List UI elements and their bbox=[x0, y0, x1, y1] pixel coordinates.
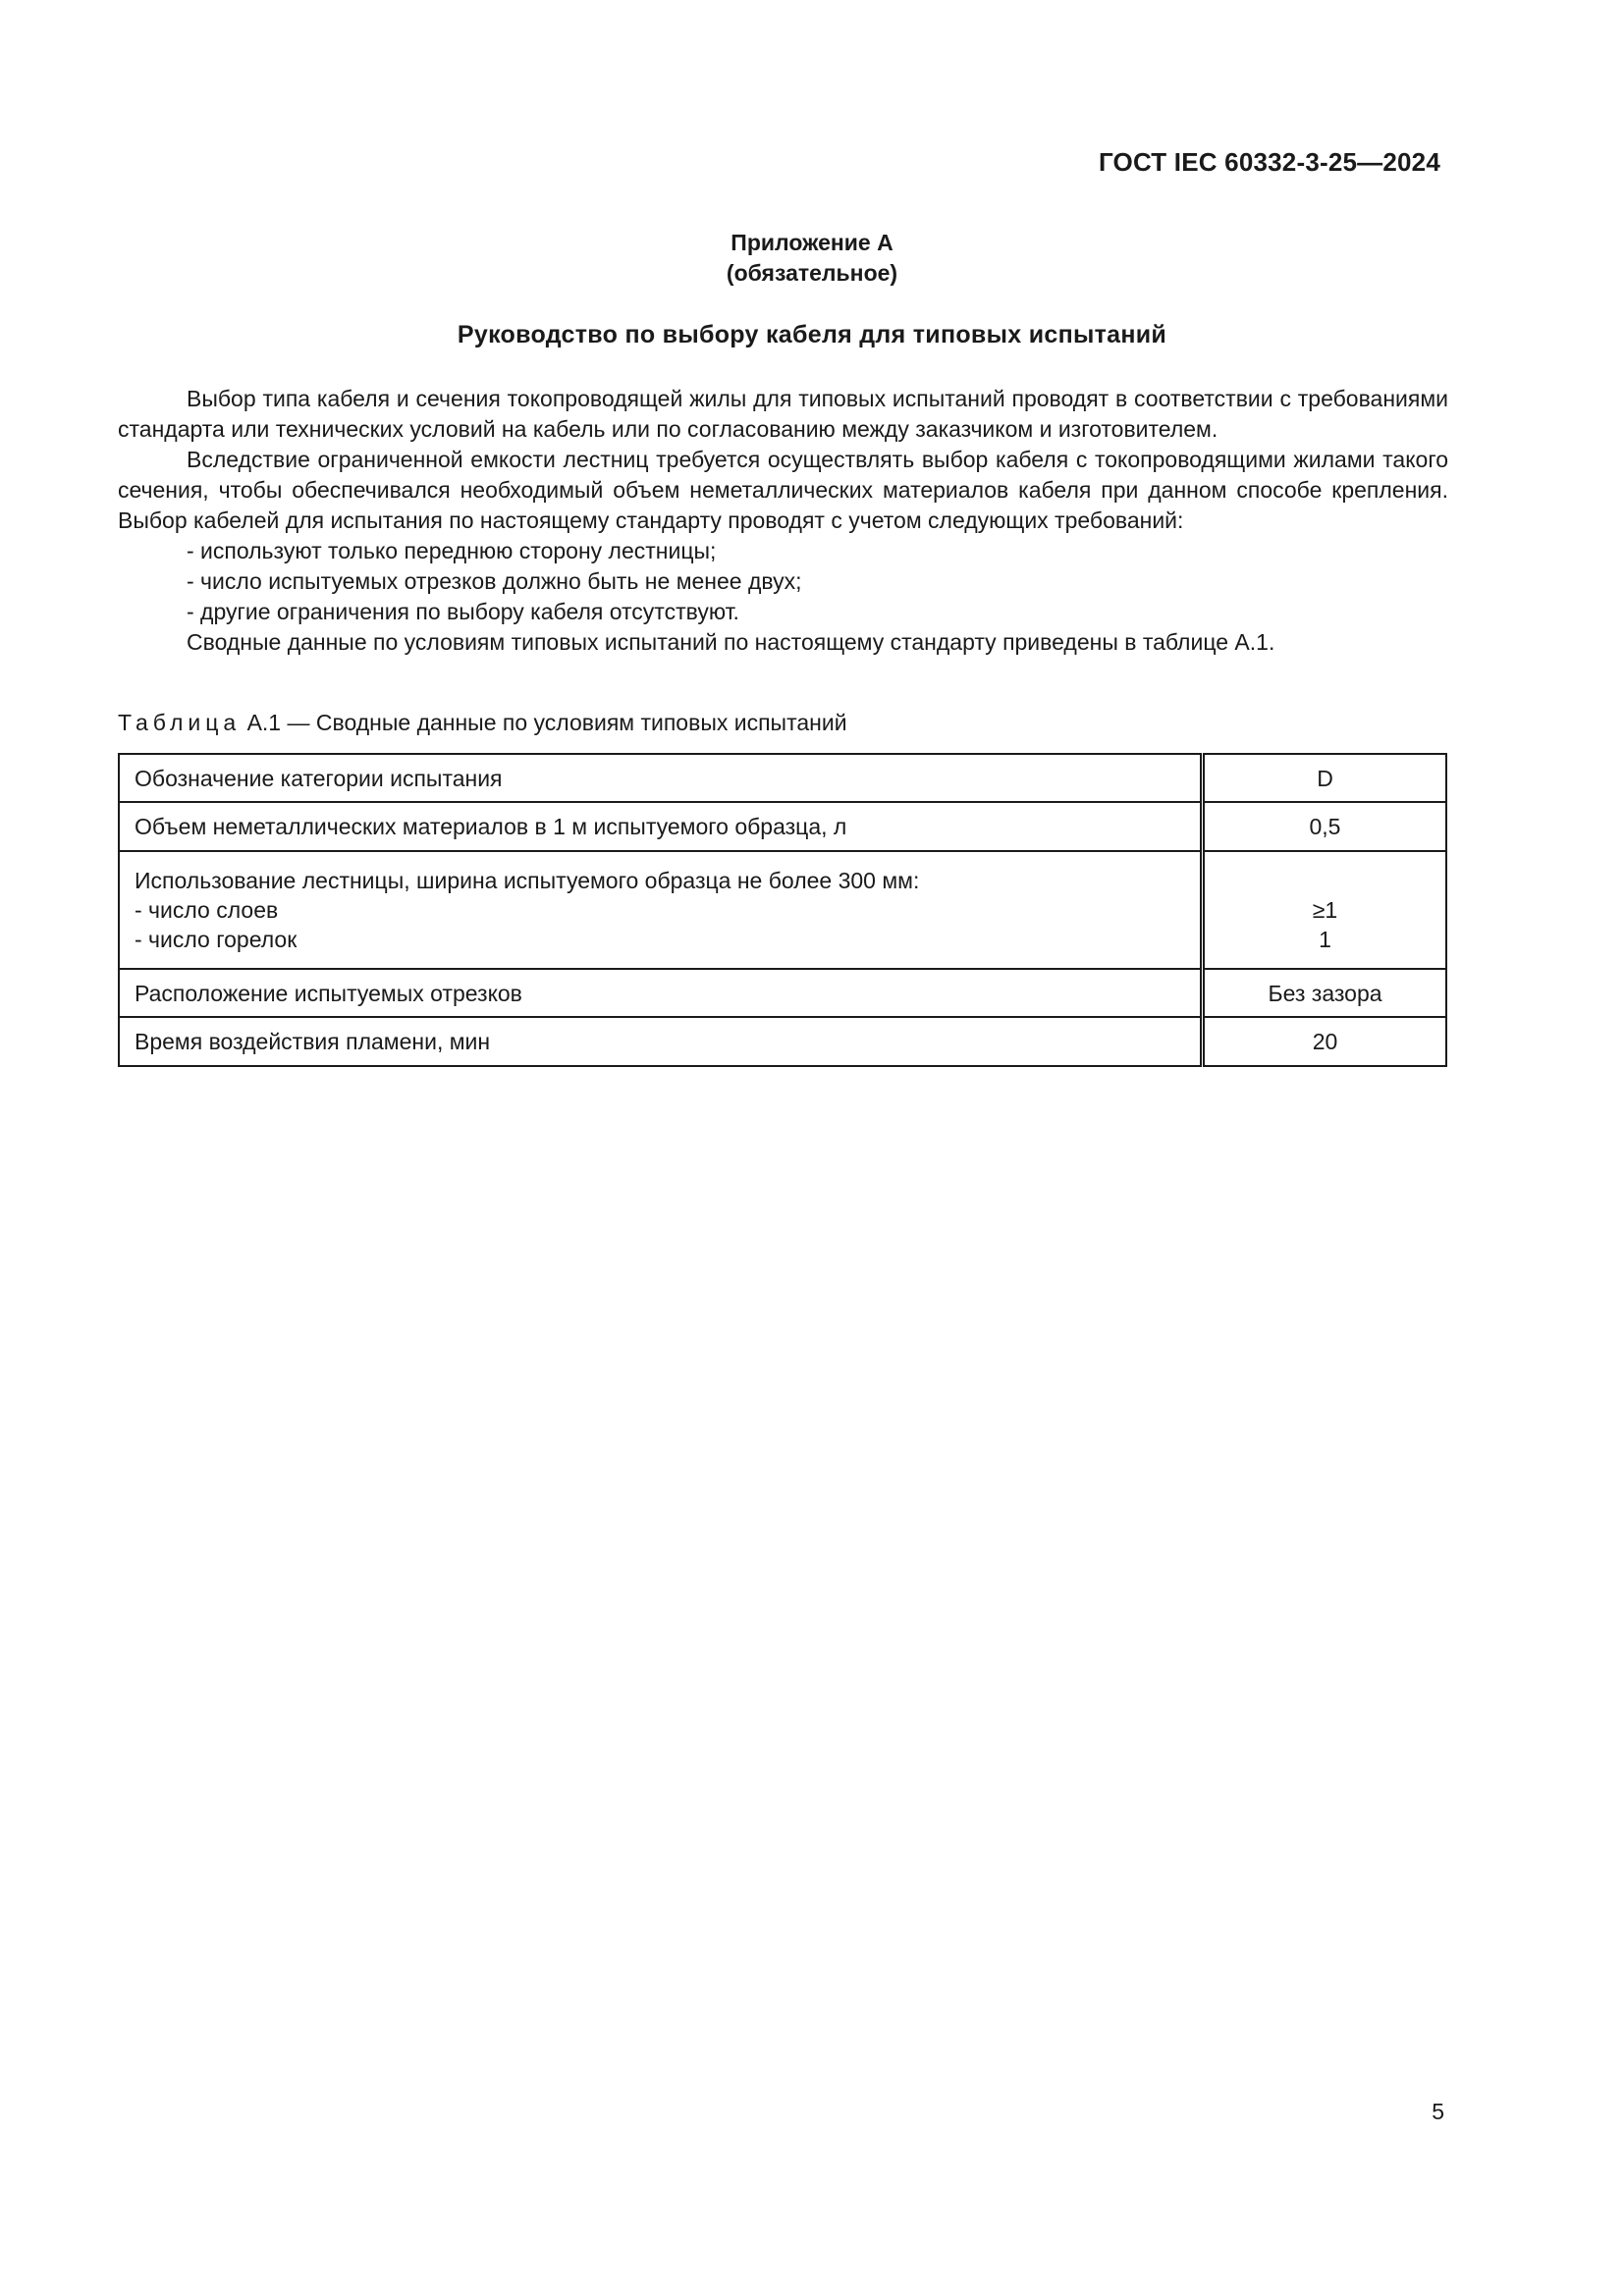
table-caption bbox=[118, 710, 847, 736]
list-item: - число испытуемых отрезков должно быть не менее двух; bbox=[187, 568, 802, 594]
list-item: - другие ограничения по выбору кабеля отсутствуют. bbox=[187, 599, 739, 624]
table-cell-line: - число слоев bbox=[135, 897, 279, 923]
table-cell-value: 20 bbox=[1203, 1017, 1447, 1066]
appendix-label: Приложение А bbox=[731, 230, 893, 255]
table-cell-value: D bbox=[1203, 754, 1447, 802]
body-text bbox=[118, 384, 1448, 658]
table-cell-value: Без зазора bbox=[1203, 969, 1447, 1017]
paragraph-ladder-capacity: Вследствие ограниченной емкости лестниц требуется осуществлять выбор кабеля с токопроводящими жилами такого сечения, чтобы обеспечивался необходимый объем неметаллических материалов кабеля при данном способе крепления. Выбор кабелей для испытания по настоящему стандарту проводят с учетом следующих требований: bbox=[118, 447, 1448, 533]
paragraph-summary-reference: Сводные данные по условиям типовых испытаний по настоящему стандарту приведены в таблице А.1. bbox=[187, 629, 1275, 655]
table-cell-line: - число горелок bbox=[135, 927, 298, 952]
annex-title: Руководство по выбору кабеля для типовых испытаний bbox=[457, 321, 1167, 348]
paragraph-cable-selection: Выбор типа кабеля и сечения токопроводящей жилы для типовых испытаний проводят в соответствии с требованиями стандарта или технических условий на кабель или по согласованию между заказчиком и изготовителем. bbox=[118, 386, 1448, 442]
table-cell-value bbox=[1203, 851, 1447, 969]
table-cell-parameter: Время воздействия пламени, мин bbox=[119, 1017, 1203, 1066]
appendix-heading bbox=[0, 228, 1624, 289]
table-row bbox=[119, 851, 1446, 969]
table-cell-parameter bbox=[119, 851, 1203, 969]
table-row bbox=[119, 802, 1446, 851]
table-caption-text: А.1 — Сводные данные по условиям типовых испытаний bbox=[241, 710, 847, 735]
table-cell-value: 0,5 bbox=[1203, 802, 1447, 851]
document-code: ГОСТ IEC 60332-3-25—2024 bbox=[1098, 147, 1440, 177]
summary-table bbox=[118, 753, 1447, 1067]
appendix-status: (обязательное) bbox=[726, 260, 898, 286]
table-row bbox=[119, 754, 1446, 802]
table-cell-parameter: Расположение испытуемых отрезков bbox=[119, 969, 1203, 1017]
table-row bbox=[119, 1017, 1446, 1066]
table-caption-prefix: Таблица bbox=[118, 710, 242, 735]
table-cell-parameter: Обозначение категории испытания bbox=[119, 754, 1203, 802]
table-cell-line bbox=[1219, 866, 1431, 895]
table-row bbox=[119, 969, 1446, 1017]
list-item: - используют только переднюю сторону лестницы; bbox=[187, 538, 717, 563]
table-cell-parameter: Объем неметаллических материалов в 1 м испытуемого образца, л bbox=[119, 802, 1203, 851]
page-number: 5 bbox=[1432, 2099, 1444, 2124]
table-cell-line: ≥1 bbox=[1312, 897, 1338, 923]
table-cell-line: 1 bbox=[1319, 927, 1331, 952]
table-cell-line: Использование лестницы, ширина испытуемого образца не более 300 мм: bbox=[135, 868, 920, 893]
